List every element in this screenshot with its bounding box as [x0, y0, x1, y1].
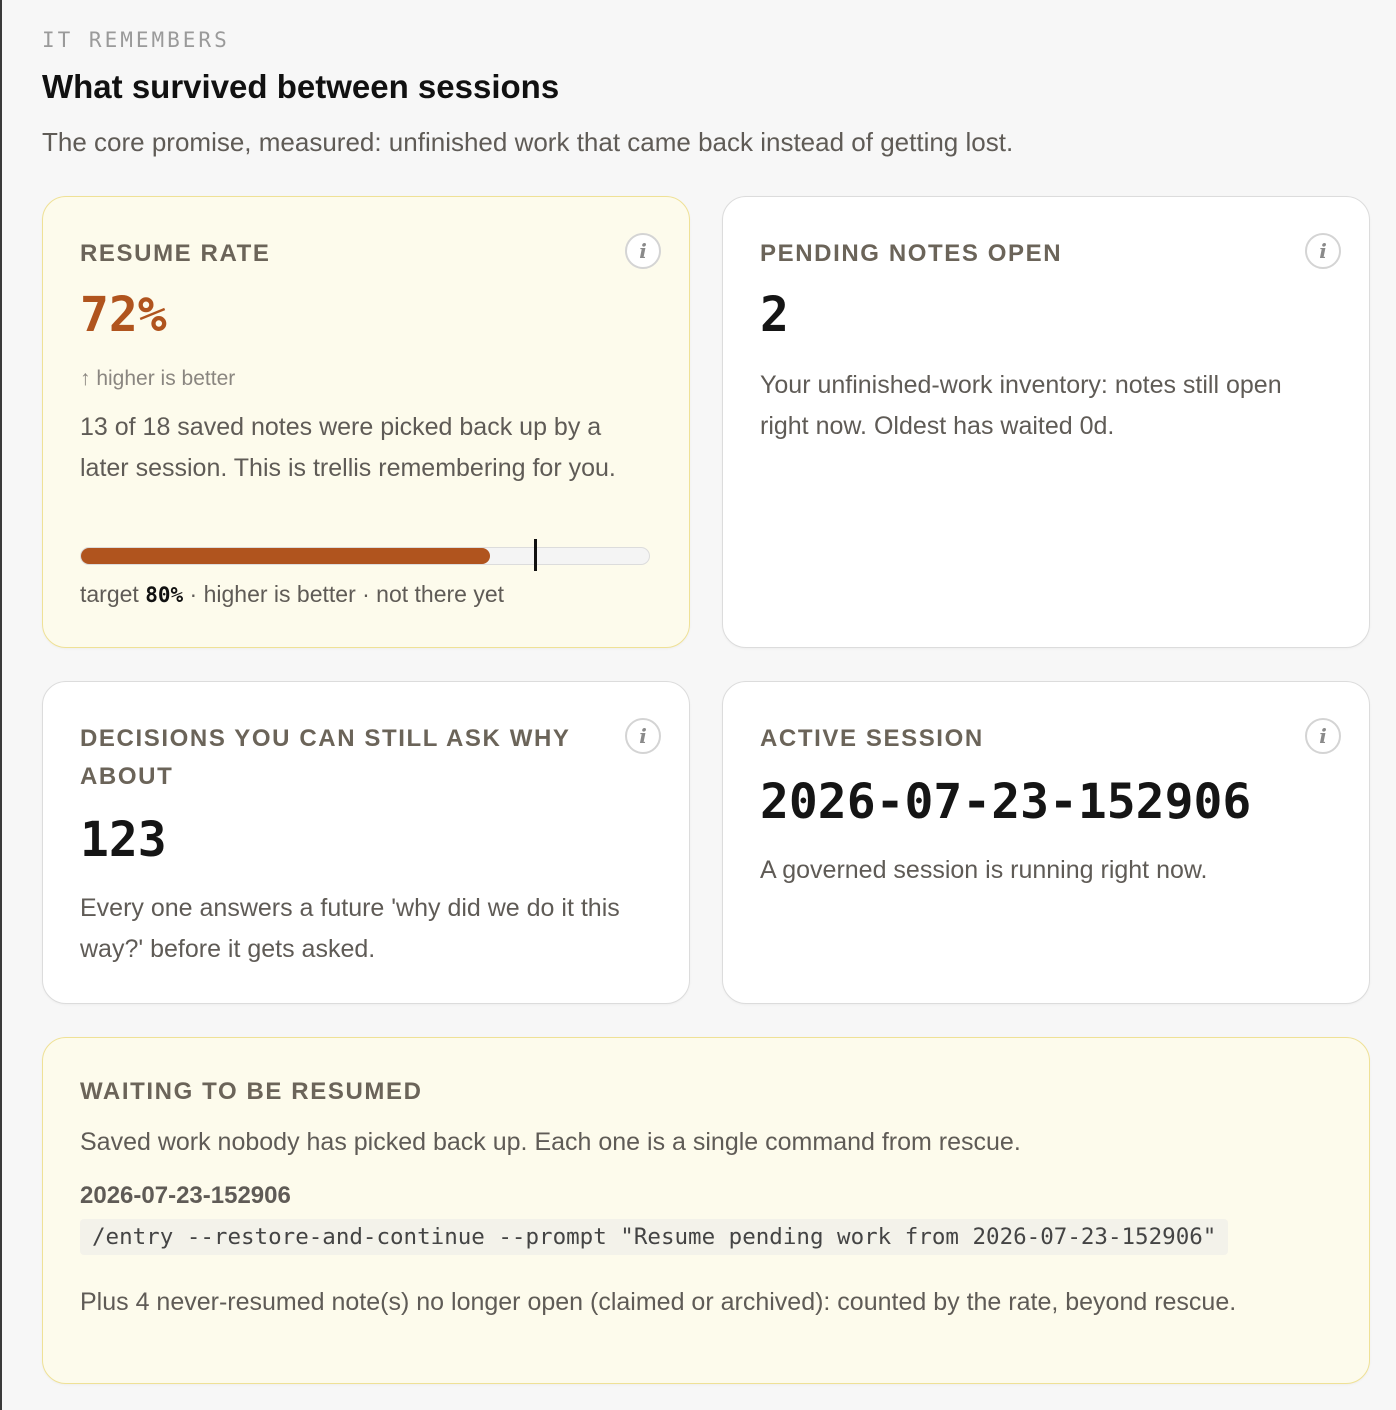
decisions-card	[42, 681, 690, 1004]
card-label: DECISIONS YOU CAN STILL ASK WHY ABOUT	[80, 725, 571, 790]
section-eyebrow: IT REMEMBERS	[42, 28, 230, 52]
decisions-value: 123	[80, 812, 167, 868]
waiting-panel	[42, 1037, 1370, 1384]
resume-command[interactable]: /entry --restore-and-continue --prompt "Resume pending work from 2026-07-23-152906"	[80, 1219, 1228, 1255]
active-session-card	[722, 681, 1370, 1004]
card-label: ACTIVE SESSION	[760, 725, 984, 752]
info-icon[interactable]: i	[625, 233, 661, 269]
card-description: Every one answers a future 'why did we do it this way?' before it gets asked.	[80, 894, 620, 963]
resume-rate-card	[42, 196, 690, 648]
card-description: Your unfinished-work inventory: notes still open right now. Oldest has waited 0d.	[760, 371, 1282, 440]
pending-notes-card	[722, 196, 1370, 648]
info-icon[interactable]: i	[1305, 718, 1341, 754]
window-edge	[0, 0, 2, 1410]
target-line	[80, 581, 504, 608]
progress-fill	[81, 548, 490, 564]
pending-notes-value: 2	[760, 287, 789, 343]
resume-rate-value: 72%	[80, 287, 167, 343]
panel-footer: Plus 4 never-resumed note(s) no longer open (claimed or archived): counted by the rate, beyond rescue.	[80, 1288, 1237, 1316]
progress-bar	[80, 547, 650, 565]
direction-hint: ↑ higher is better	[80, 367, 236, 390]
target-marker	[534, 539, 537, 571]
info-icon[interactable]: i	[625, 718, 661, 754]
card-label: PENDING NOTES OPEN	[760, 240, 1063, 267]
section-title: What survived between sessions	[42, 68, 560, 105]
panel-label: WAITING TO BE RESUMED	[80, 1078, 423, 1105]
target-value: 80%	[145, 583, 184, 607]
target-suffix: · higher is better · not there yet	[189, 581, 505, 607]
card-label: RESUME RATE	[80, 240, 271, 267]
info-icon[interactable]: i	[1305, 233, 1341, 269]
target-prefix: target	[80, 581, 139, 607]
card-description: A governed session is running right now.	[760, 856, 1208, 884]
active-session-value: 2026-07-23-152906	[760, 774, 1252, 830]
card-description: 13 of 18 saved notes were picked back up by a later session. This is trellis remembering for you.	[80, 413, 616, 482]
section-subtitle: The core promise, measured: unfinished work that came back instead of getting lost.	[42, 127, 1014, 157]
panel-subtitle: Saved work nobody has picked back up. Each one is a single command from rescue.	[80, 1128, 1021, 1156]
pending-session-name: 2026-07-23-152906	[80, 1182, 291, 1209]
